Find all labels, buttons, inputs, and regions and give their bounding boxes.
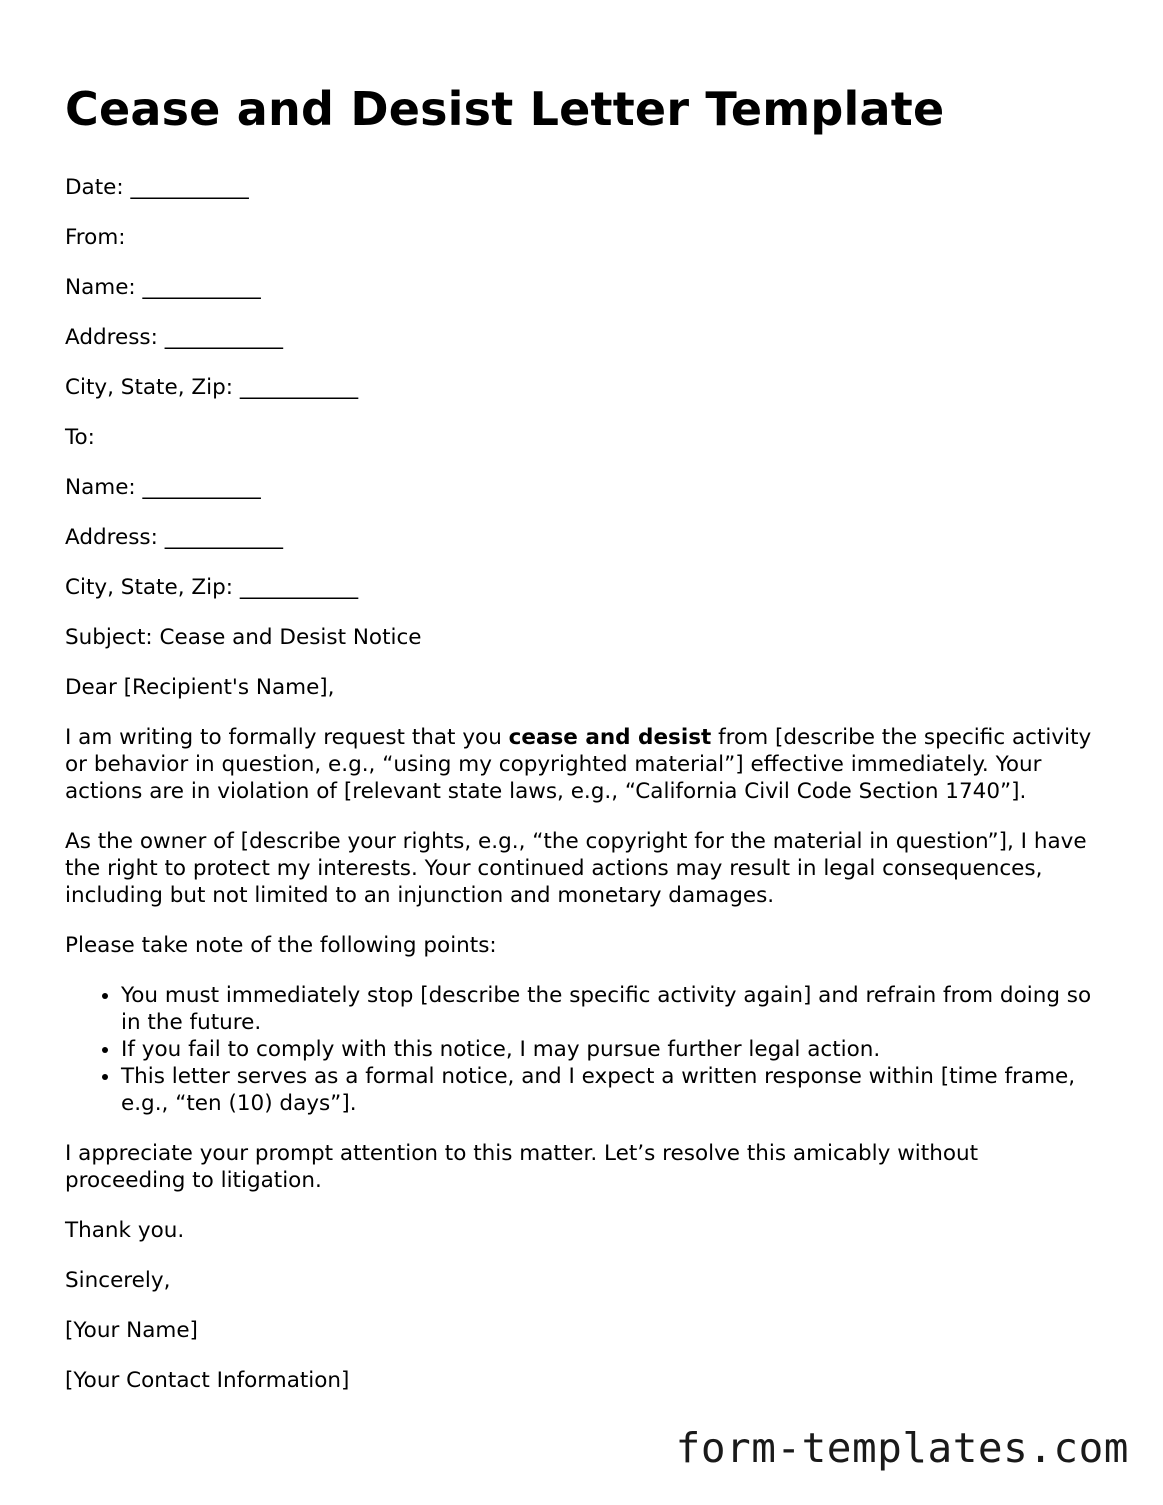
from-city-state-zip-field: City, State, Zip: ___________ [65, 375, 359, 400]
from-name-field: Name: ___________ [65, 275, 261, 300]
list-item: • If you fail to comply with this notice, I may pursue further legal action. [121, 1036, 1105, 1063]
subject-line: Subject: Cease and Desist Notice [65, 625, 422, 650]
to-name-field: Name: ___________ [65, 475, 261, 500]
to-city-state-zip-field: City, State, Zip: ___________ [65, 575, 359, 600]
list-item: • This letter serves as a formal notice, and I expect a written response within [time frame, e.g., “ten (10) days”]. [121, 1063, 1105, 1117]
to-label: To: [65, 425, 95, 450]
sign-off: Sincerely, [65, 1268, 171, 1293]
thanks-line: Thank you. [65, 1218, 185, 1243]
cease-and-desist-emphasis: cease and desist [508, 725, 712, 750]
points-list [65, 982, 1105, 1117]
date-field: Date: ___________ [65, 175, 249, 200]
body-paragraph-closing: I appreciate your prompt attention to this matter. Let’s resolve this amicably without proceeding to litigation. [65, 1141, 979, 1193]
request-text-end: from [describe the specific activity or behavior in question, e.g., “using my copyrighted material”] effective immediately. Your actions are in violation of [relevant state laws, e.g., “California Civil Code Section 1740”]. [65, 725, 1092, 804]
body-paragraph-rights: As the owner of [describe your rights, e.g., “the copyright for the material in question”], I have the right to protect my interests. Your continued actions may result in legal consequences, including but not limited to an injunction and monetary damages. [65, 829, 1087, 908]
letter-document [65, 78, 1105, 1417]
page-title: Cease and Desist Letter Template [65, 82, 945, 136]
from-label: From: [65, 225, 126, 250]
site-watermark: form-templates.com [675, 1424, 1129, 1472]
signature-name: [Your Name] [65, 1318, 198, 1343]
to-address-field: Address: ___________ [65, 525, 283, 550]
salutation: Dear [Recipient's Name], [65, 675, 335, 700]
signature-contact: [Your Contact Information] [65, 1368, 350, 1393]
request-text-start: I am writing to formally request that you [65, 725, 509, 750]
from-address-field: Address: ___________ [65, 325, 283, 350]
points-intro: Please take note of the following points: [65, 933, 497, 958]
list-item: • You must immediately stop [describe the specific activity again] and refrain from doing so in the future. [121, 982, 1105, 1036]
body-paragraph-request [65, 724, 1105, 805]
